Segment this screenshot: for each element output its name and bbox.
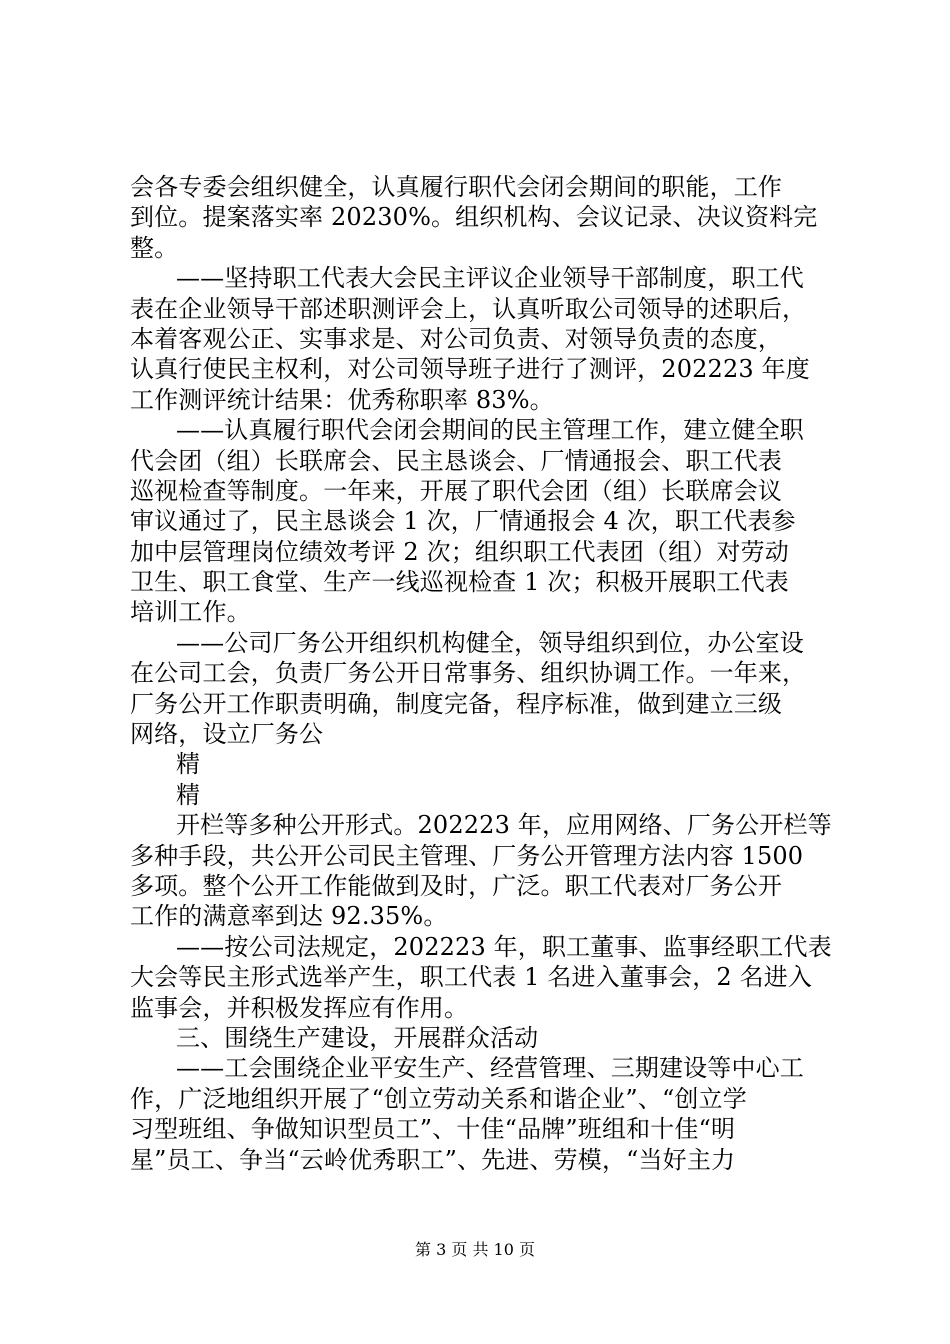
text-line: 厂务公开工作职责明确，制度完备，程序标准，做到建立三级: [130, 689, 783, 718]
document-body: [130, 172, 835, 1175]
text-line: 整。: [130, 233, 179, 262]
text-line: 认真行使民主权利，对公司领导班子进行了测评，202223 年度: [130, 355, 810, 384]
text-line: 巡视检查等制度。一年来，开展了职代会团（组）长联席会议: [130, 476, 783, 505]
page-footer: 第 3 页 共 10 页: [415, 1240, 535, 1259]
text-line: 到位。提案落实率 20230%。组织机构、会议记录、决议资料完: [130, 203, 818, 232]
text-line: 表在企业领导干部述职测评会上，认真听取公司领导的述职后，: [130, 294, 807, 323]
text-line: 会各专委会组织健全，认真履行职代会闭会期间的职能，工作: [130, 173, 783, 201]
text-line: 工作的满意率到达 92.35%。: [130, 902, 448, 931]
text-line: ——认真履行职代会闭会期间的民主管理工作，建立健全职: [176, 416, 804, 445]
text-line: ——坚持职工代表大会民主评议企业领导干部制度，职工代: [176, 264, 804, 293]
text-line: 加中层管理岗位绩效考评 2 次；组织职工代表团（组）对劳动: [130, 537, 789, 566]
text-line: ——工会围绕企业平安生产、经营管理、三期建设等中心工: [176, 1054, 804, 1083]
text-line: 多项。整个公开工作能做到及时，广泛。职工代表对厂务公开: [130, 871, 783, 900]
text-line: 网络，设立厂务公: [130, 720, 324, 749]
text-line: 卫生、职工食堂、生产一线巡视检查 1 次；积极开展职工代表: [130, 568, 789, 597]
text-line: 大会等民主形式选举产生，职工代表 1 名进入董事会，2 名进入: [130, 963, 813, 992]
text-line: ——公司厂务公开组织机构健全，领导组织到位，办公室设: [176, 628, 804, 657]
text-line: 监事会，并积极发挥应有作用。: [130, 993, 469, 1022]
text-line: 精: [176, 780, 201, 809]
text-line: 多种手段，共公开公司民主管理、厂务公开管理方法内容 1500: [130, 841, 804, 870]
text-line: 三、围绕生产建设，开展群众活动: [176, 1023, 539, 1052]
text-line: 开栏等多种公开形式。202223 年，应用网络、厂务公开栏等: [176, 811, 832, 840]
text-line: 星”员工、争当“云岭优秀职工”、先进、劳模，“当好主力: [130, 1145, 736, 1174]
text-line: 在公司工会，负责厂务公开日常事务、组织协调工作。一年来，: [130, 659, 807, 688]
text-line: 培训工作。: [130, 598, 251, 627]
text-line: 作，广泛地组织开展了“创立劳动关系和谐企业”、“创立学: [130, 1084, 747, 1113]
text-line: ——按公司法规定，202223 年，职工董事、监事经职工代表: [176, 932, 832, 961]
text-line: 代会团（组）长联席会、民主恳谈会、厂情通报会、职工代表: [130, 446, 783, 475]
text-line: 工作测评统计结果：优秀称职率 83%。: [130, 385, 554, 414]
text-line: 习型班组、争做知识型员工”、十佳“品牌”班组和十佳“明: [130, 1115, 736, 1144]
text-line: 本着客观公正、实事求是、对公司负责、对领导负责的态度，: [130, 324, 783, 353]
text-line: 审议通过了，民主恳谈会 1 次，厂情通报会 4 次，职工代表参: [130, 507, 796, 536]
text-line: 精: [176, 750, 201, 779]
